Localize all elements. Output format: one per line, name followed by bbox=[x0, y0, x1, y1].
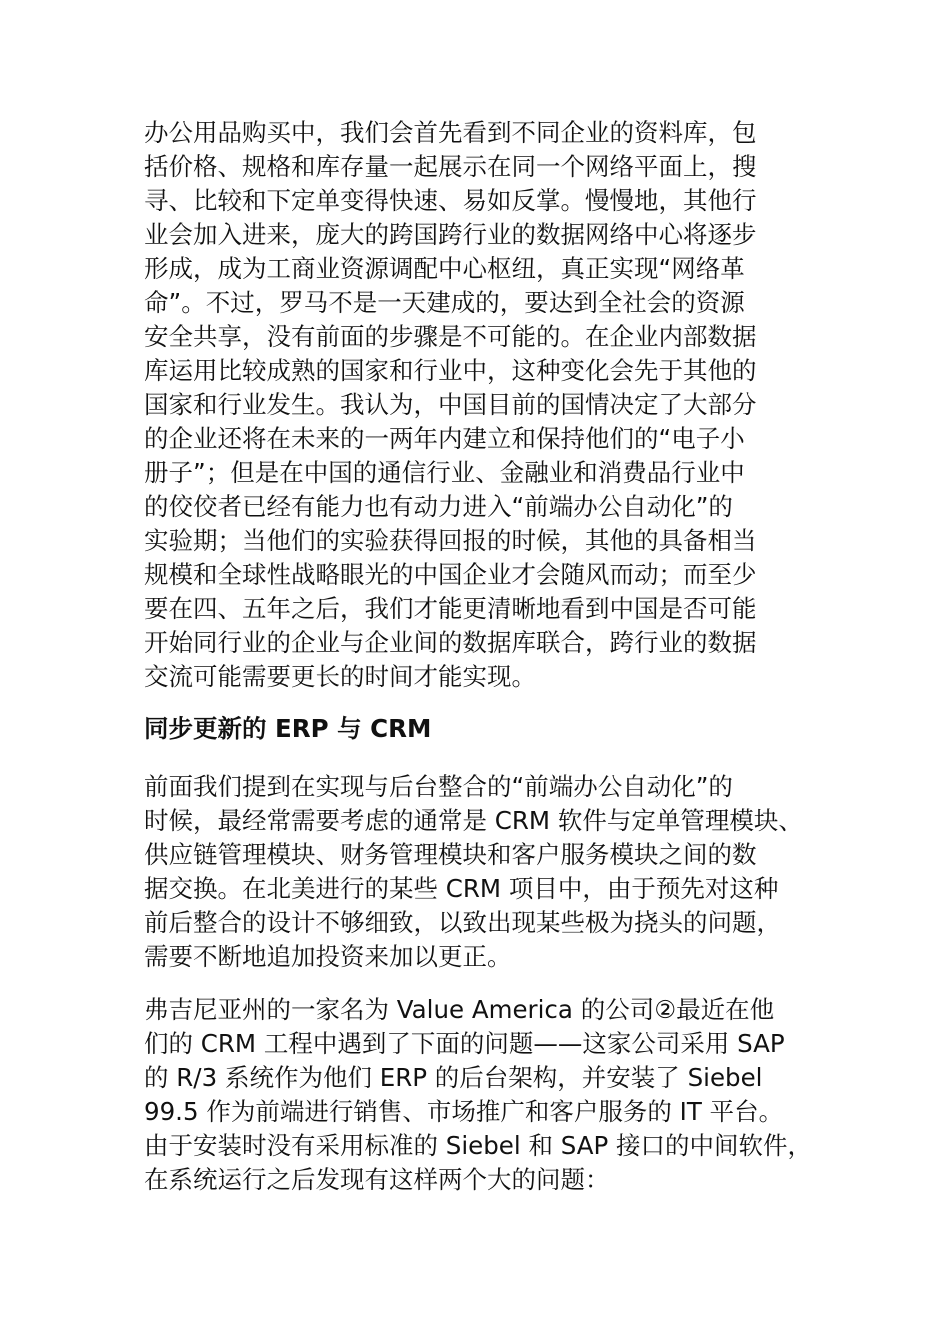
paragraph-1 bbox=[144, 116, 824, 694]
text-line: 开始同行业的企业与企业间的数据库联合，跨行业的数据 bbox=[144, 628, 757, 657]
paragraph-3 bbox=[144, 993, 824, 1197]
paragraph-2 bbox=[144, 770, 824, 974]
text-line: 实验期；当他们的实验获得回报的时候，其他的具备相当 bbox=[144, 526, 757, 555]
text-line: 99.5 作为前端进行销售、市场推广和客户服务的 IT 平台。 bbox=[144, 1097, 784, 1126]
text-line: 办公用品购买中，我们会首先看到不同企业的资料库，包 bbox=[144, 118, 757, 147]
text-line: 的 R/3 系统作为他们 ERP 的后台架构，并安装了 Siebel bbox=[144, 1063, 763, 1092]
text-line: 库运用比较成熟的国家和行业中，这种变化会先于其他的 bbox=[144, 356, 757, 385]
text-line: 们的 CRM 工程中遇到了下面的问题——这家公司采用 SAP bbox=[144, 1029, 785, 1058]
text-line: 命”。不过，罗马不是一天建成的，要达到全社会的资源 bbox=[144, 288, 745, 317]
text-line: 前面我们提到在实现与后台整合的“前端办公自动化”的 bbox=[144, 772, 733, 801]
text-line: 的企业还将在未来的一两年内建立和保持他们的“电子小 bbox=[144, 424, 745, 453]
text-line: 时候，最经常需要考虑的通常是 CRM 软件与定单管理模块、 bbox=[144, 806, 803, 835]
text-line: 据交换。在北美进行的某些 CRM 项目中，由于预先对这种 bbox=[144, 874, 779, 903]
text-line: 前后整合的设计不够细致，以致出现某些极为挠头的问题， bbox=[144, 908, 781, 937]
text-line: 的佼佼者已经有能力也有动力进入“前端办公自动化”的 bbox=[144, 492, 733, 521]
text-line: 由于安装时没有采用标准的 Siebel 和 SAP 接口的中间软件， bbox=[144, 1131, 813, 1160]
text-line: 规模和全球性战略眼光的中国企业才会随风而动；而至少 bbox=[144, 560, 757, 589]
text-line: 括价格、规格和库存量一起展示在同一个网络平面上，搜 bbox=[144, 152, 757, 181]
text-line: 安全共享，没有前面的步骤是不可能的。在企业内部数据 bbox=[144, 322, 757, 351]
text-line: 要在四、五年之后，我们才能更清晰地看到中国是否可能 bbox=[144, 594, 757, 623]
text-line: 册子”；但是在中国的通信行业、金融业和消费品行业中 bbox=[144, 458, 745, 487]
text-line: 供应链管理模块、财务管理模块和客户服务模块之间的数 bbox=[144, 840, 757, 869]
text-line: 在系统运行之后发现有这样两个大的问题： bbox=[144, 1165, 610, 1194]
text-line: 寻、比较和下定单变得快速、易如反掌。慢慢地，其他行 bbox=[144, 186, 757, 215]
text-line: 形成，成为工商业资源调配中心枢纽，真正实现“网络革 bbox=[144, 254, 745, 283]
text-line: 国家和行业发生。我认为，中国目前的国情决定了大部分 bbox=[144, 390, 757, 419]
text-line: 交流可能需要更长的时间才能实现。 bbox=[144, 662, 536, 691]
text-line: 需要不断地追加投资来加以更正。 bbox=[144, 942, 512, 971]
text-line: 弗吉尼亚州的一家名为 Value America 的公司②最近在他 bbox=[144, 995, 775, 1024]
document-page bbox=[144, 116, 824, 1197]
section-heading: 同步更新的 ERP 与 CRM bbox=[144, 714, 432, 743]
text-line: 业会加入进来，庞大的跨国跨行业的数据网络中心将逐步 bbox=[144, 220, 757, 249]
